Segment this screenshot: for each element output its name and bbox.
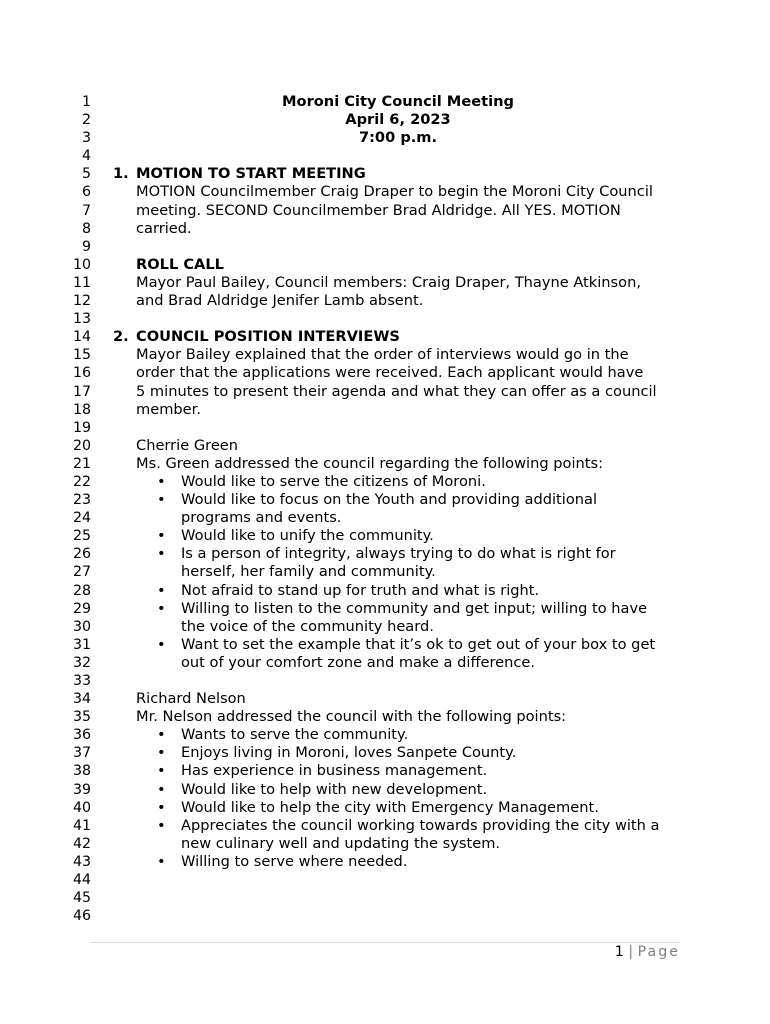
line-number: 29 [72,600,91,617]
applicant-name: Richard Nelson [136,690,246,708]
paragraph-line: Mayor Paul Bailey, Council members: Craig Draper, Thayne Atkinson, [136,273,641,291]
bullet-icon: • [157,581,166,599]
bullet-item [108,636,688,654]
line-number: 6 [81,184,91,201]
line-number: 2 [81,112,91,129]
line-number: 41 [72,817,91,834]
section-title: COUNCIL POSITION INTERVIEWS [136,328,400,346]
line-number: 28 [72,582,91,599]
bullet-icon: • [157,798,166,816]
page-label: Page [637,944,680,960]
line-number: 10 [72,256,91,273]
line-number: 39 [72,781,91,798]
bullet-text: Is a person of integrity, always trying to do what is right for [181,545,616,563]
bullet-text: Willing to listen to the community and get input; willing to have [181,599,648,617]
line-number: 46 [72,908,91,925]
line-number: 1 [81,94,91,110]
paragraph-line: and Brad Aldridge Jenifer Lamb absent. [136,292,424,310]
line-number: 9 [81,238,91,255]
paragraph-line: meeting. SECOND Councilmember Brad Aldridge. All YES. MOTION [136,201,621,219]
line-number: 18 [72,401,91,418]
bullet-text: Would like to focus on the Youth and providing additional [181,491,598,509]
bullet-icon: • [157,599,166,617]
bullet-icon: • [157,726,166,744]
blank-line [108,310,688,328]
line-number: 20 [72,437,91,454]
bullet-icon: • [157,852,166,870]
roll-call-heading: ROLL CALL [136,255,224,273]
line-number: 13 [72,311,91,328]
bullet-text: Wants to serve the community. [181,726,409,744]
bullet-item [108,744,688,762]
line-number: 34 [72,691,91,708]
line-number: 35 [72,709,91,726]
page-number: 1 [614,944,624,960]
bullet-list [108,726,688,871]
bullet-icon: • [157,545,166,563]
line-number: 15 [72,347,91,364]
section-heading [108,328,688,346]
line-number: 8 [81,220,91,237]
applicant-intro: Ms. Green addressed the council regarding the following points: [136,454,603,472]
blank-line [108,147,688,165]
paragraph-line: MOTION Councilmember Craig Draper to begin the Moroni City Council [136,183,653,201]
bullet-continuation: programs and events. [181,509,342,527]
line-number: 27 [72,564,91,581]
bullet-icon: • [157,491,166,509]
bullet-continuation: herself, her family and community. [181,563,436,581]
bullet-list [108,473,688,672]
line-number: 37 [72,745,91,762]
bullet-text: Would like to serve the citizens of Moroni. [181,472,486,490]
section-number: 1. [113,165,129,183]
bullet-text: Want to set the example that it’s ok to get out of your box to get [181,635,656,653]
line-number: 33 [72,673,91,689]
line-number: 31 [72,636,91,653]
section-heading [108,165,688,183]
line-number: 11 [72,274,91,291]
page-footer [615,944,680,960]
footer-divider [90,942,680,943]
bullet-continuation: the voice of the community heard. [181,617,434,635]
line-number: 42 [72,835,91,852]
footer-separator: | [628,944,634,960]
bullet-icon: • [157,527,166,545]
line-number: 40 [72,799,91,816]
line-number: 36 [72,727,91,744]
bullet-icon: • [157,780,166,798]
bullet-item [108,600,688,618]
line-number: 19 [72,419,91,436]
line-number: 14 [72,329,91,346]
bullet-item [108,853,688,871]
bullet-item [108,545,688,563]
line-number: 43 [72,853,91,870]
bullet-text: Willing to serve where needed. [181,852,408,870]
bullet-continuation: out of your comfort zone and make a difference. [181,653,536,671]
line-number: 44 [72,872,91,889]
line-number: 22 [72,473,91,490]
document-body [108,93,688,871]
line-number: 25 [72,528,91,545]
blank-line [108,238,688,256]
line-number: 5 [81,166,91,183]
bullet-item [108,473,688,491]
bullet-text: Enjoys living in Moroni, loves Sanpete County. [181,744,517,762]
bullet-icon: • [157,762,166,780]
document-title: Moroni City Council Meeting [282,93,514,110]
line-number: 23 [72,492,91,509]
line-number: 38 [72,763,91,780]
line-number: 4 [81,148,91,165]
bullet-item [108,817,688,835]
line-number: 16 [72,365,91,382]
section-number: 2. [113,328,129,346]
line-number: 45 [72,890,91,907]
applicant-name: Cherrie Green [136,436,239,454]
bullet-icon: • [157,744,166,762]
blank-line [108,672,688,690]
paragraph-line: order that the applications were received. Each applicant would have [136,364,644,382]
bullet-text: Would like to help the city with Emergency Management. [181,798,599,816]
bullet-item [108,762,688,780]
line-number: 12 [72,293,91,310]
paragraph-line: member. [136,400,201,418]
bullet-text: Would like to unify the community. [181,527,434,545]
bullet-item [108,582,688,600]
paragraph-line: carried. [136,219,192,237]
bullet-item [108,799,688,817]
bullet-item [108,781,688,799]
section-title: MOTION TO START MEETING [136,165,366,183]
bullet-text: Appreciates the council working towards providing the city with a [181,816,660,834]
line-number: 21 [72,455,91,472]
line-number: 3 [81,130,91,147]
bullet-icon: • [157,472,166,490]
bullet-icon: • [157,635,166,653]
line-number: 32 [72,654,91,671]
bullet-text: Has experience in business management. [181,762,488,780]
applicant-intro: Mr. Nelson addressed the council with the following points: [136,708,567,726]
bullet-item [108,491,688,509]
bullet-item [108,527,688,545]
line-number: 17 [72,383,91,400]
bullet-text: Not afraid to stand up for truth and what is right. [181,581,540,599]
line-number-column [40,93,91,925]
line-number: 7 [81,202,91,219]
paragraph-line: 5 minutes to present their agenda and what they can offer as a council [136,382,657,400]
bullet-icon: • [157,816,166,834]
line-number: 30 [72,618,91,635]
line-number: 24 [72,510,91,527]
line-number: 26 [72,546,91,563]
blank-line [108,419,688,437]
bullet-item [108,726,688,744]
meeting-date: April 6, 2023 [345,111,451,129]
meeting-time: 7:00 p.m. [358,129,438,147]
bullet-continuation: new culinary well and updating the system. [181,834,501,852]
paragraph-line: Mayor Bailey explained that the order of interviews would go in the [136,346,629,364]
bullet-text: Would like to help with new development. [181,780,488,798]
